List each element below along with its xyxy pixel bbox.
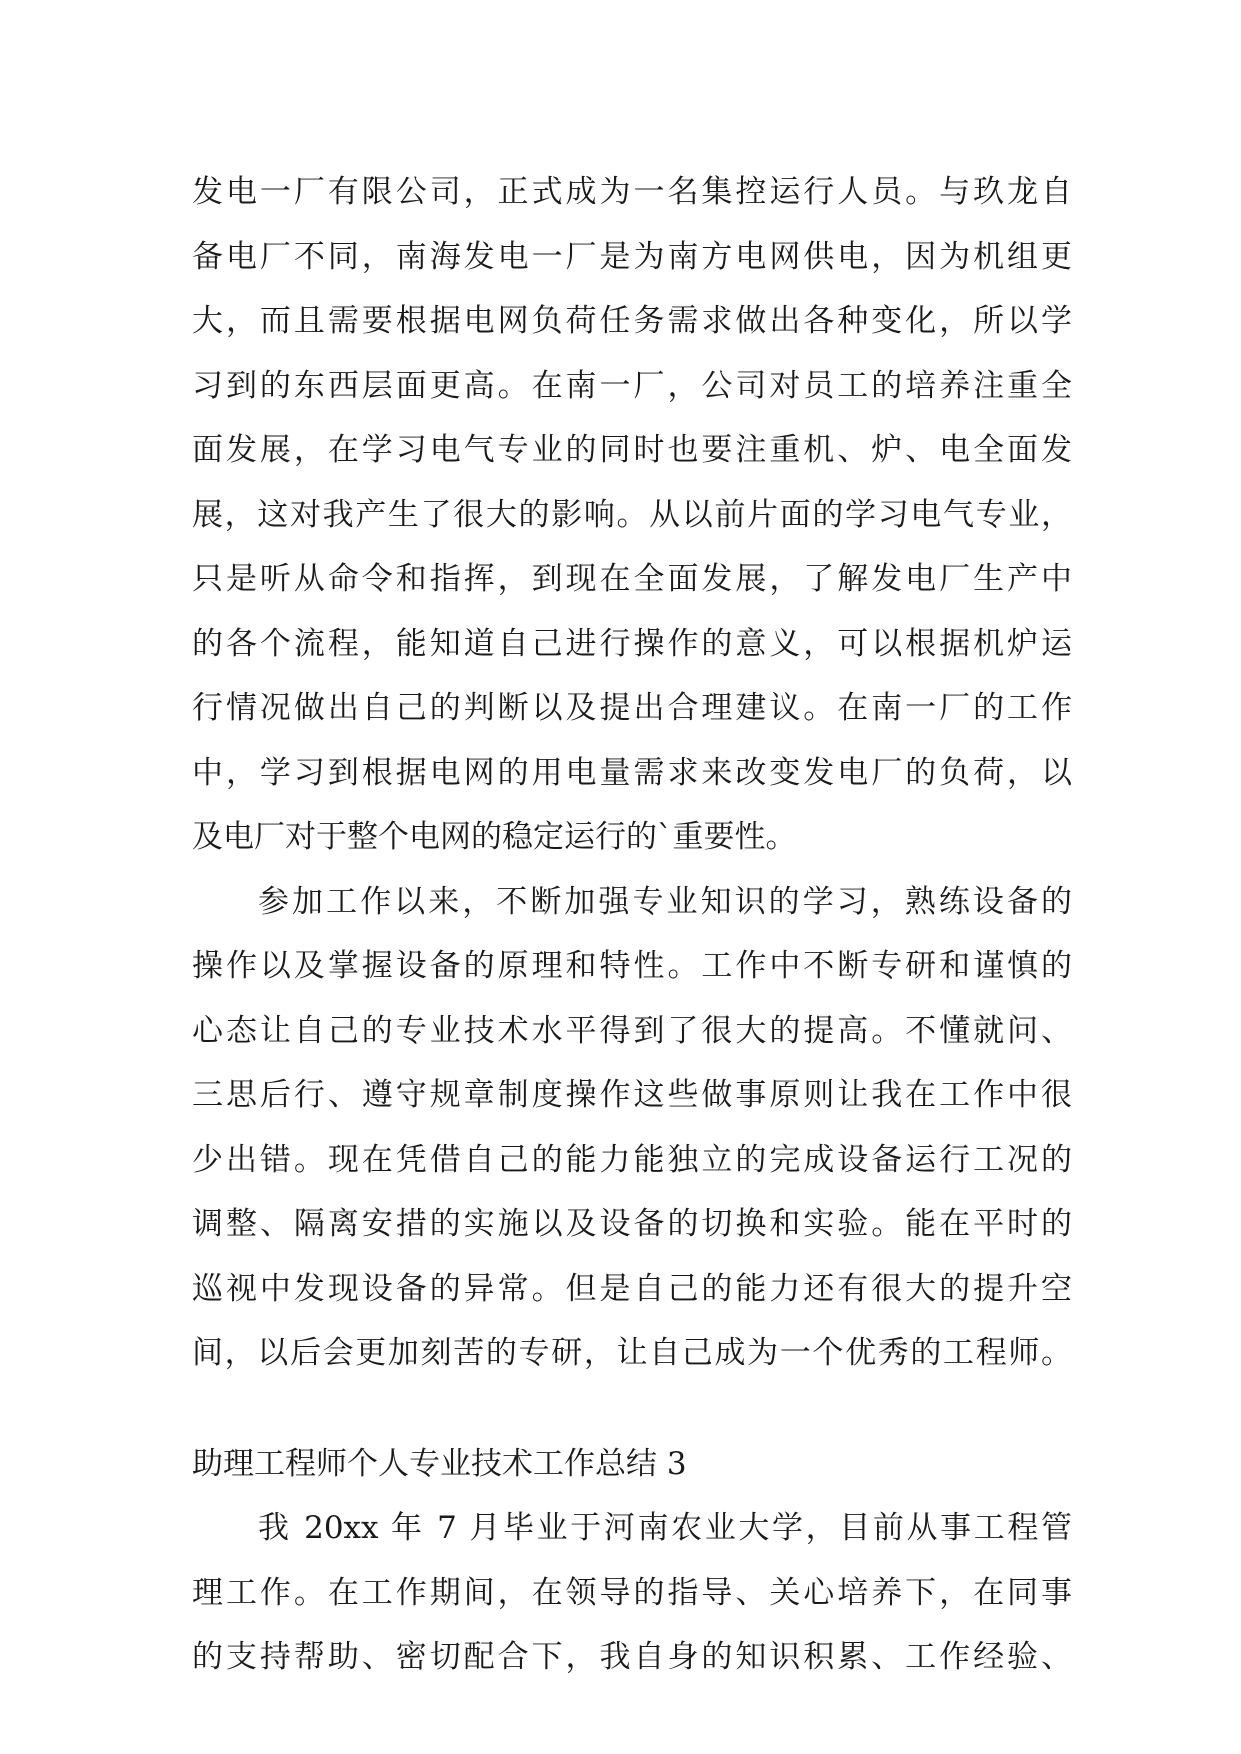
text-line: 调整、隔离安措的实施以及设备的切换和实验。能在平时的 [192, 1206, 1072, 1242]
text-line: 的各个流程，能知道自己进行操作的意义，可以根据机炉运 [192, 625, 1072, 662]
text-line: 习到的东西层面更高。在南一厂，公司对员工的培养注重全 [192, 367, 1072, 404]
text-line: 理工作。在工作期间，在领导的指导、关心培养下，在同事 [192, 1574, 1072, 1611]
paragraph-1 [192, 160, 1072, 870]
paragraph-2 [192, 870, 1072, 1386]
text-line: 操作以及掌握设备的原理和特性。工作中不断专研和谨慎的 [192, 948, 1072, 984]
paragraph-3 [192, 1496, 1072, 1690]
text-line: 的支持帮助、密切配合下，我自身的知识积累、工作经验、 [192, 1639, 1072, 1675]
text-line: 我 20xx 年 7 月毕业于河南农业大学，目前从事工程管 [258, 1510, 1072, 1546]
text-line: 中，学习到根据电网的用电量需求来改变发电厂的负荷，以 [192, 754, 1072, 791]
text-line: 三思后行、遵守规章制度操作这些做事原则让我在工作中很 [192, 1077, 1072, 1113]
text-line: 展，这对我产生了很大的影响。从以前片面的学习电气专业， [192, 496, 1072, 533]
text-line: 巡视中发现设备的异常。但是自己的能力还有很大的提升空 [192, 1270, 1072, 1307]
text-line: 发电一厂有限公司，正式成为一名集控运行人员。与玖龙自 [192, 174, 1072, 210]
text-line: 心态让自己的专业技术水平得到了很大的提高。不懂就问、 [192, 1012, 1072, 1049]
text-line: 备电厂不同，南海发电一厂是为南方电网供电，因为机组更 [192, 238, 1072, 275]
text-line: 参加工作以来，不断加强专业知识的学习，熟练设备的 [258, 883, 1072, 920]
section-gap [192, 1386, 1072, 1432]
text-line: 面发展，在学习电气专业的同时也要注重机、炉、电全面发 [192, 432, 1072, 468]
text-line: 及电厂对于整个电网的稳定运行的`重要性。 [192, 819, 797, 855]
document-body [192, 160, 1072, 1690]
text-line: 间，以后会更加刻苦的专研，让自己成为一个优秀的工程师。 [192, 1335, 1072, 1371]
text-line: 大，而且需要根据电网负荷任务需求做出各种变化，所以学 [192, 303, 1072, 339]
section-heading: 助理工程师个人专业技术工作总结 3 [192, 1445, 687, 1482]
text-line: 只是听从命令和指挥，到现在全面发展，了解发电厂生产中 [192, 561, 1072, 597]
text-line: 少出错。现在凭借自己的能力能独立的完成设备运行工况的 [192, 1141, 1072, 1178]
text-line: 行情况做出自己的判断以及提出合理建议。在南一厂的工作 [192, 690, 1072, 726]
